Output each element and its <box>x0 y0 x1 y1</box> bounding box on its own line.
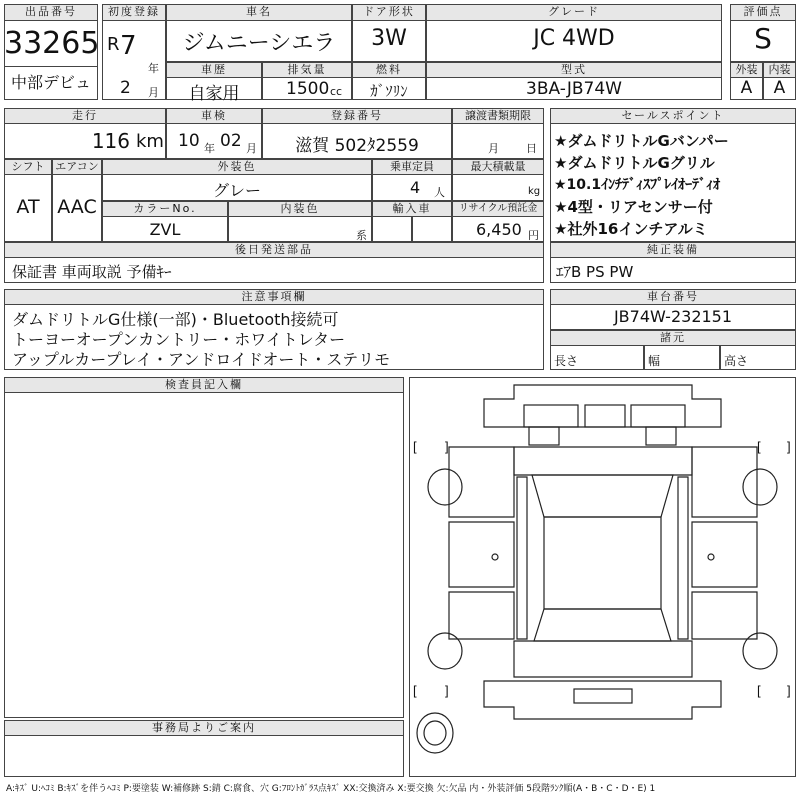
sales-point-3: ★10.1ｲﾝﾁﾃﾞｨｽﾌﾟﾚｲｵｰﾃﾞｨｵ <box>554 177 721 193</box>
exterior-grade: A <box>740 78 753 98</box>
bracket-rr-open: [ <box>757 683 761 698</box>
recycle-label: リサイクル預託金 <box>452 201 544 217</box>
color-number: ZVL <box>149 220 181 239</box>
fender-left-front <box>449 447 514 517</box>
inspection-month-unit: 月 <box>246 142 257 155</box>
rear-window <box>534 609 671 641</box>
shift: AT <box>16 196 40 218</box>
grille-right <box>631 405 685 427</box>
grade-label: グレード <box>426 4 722 21</box>
note-line-3: アップルカープレイ・アンドロイドオート・ステリモ <box>12 350 391 369</box>
car-name: ジムニーシエラ <box>182 31 336 56</box>
registration-month-unit: 月 <box>148 86 159 99</box>
transfer-month-unit: 月 <box>488 142 499 155</box>
wheel-rear-left <box>428 633 462 669</box>
displacement-unit: cc <box>330 85 343 98</box>
note-line-1: ダムドリトルG仕様(一部)・Bluetooth接続可 <box>12 310 339 329</box>
note-line-2: トーヨーオープンカントリー・ホワイトレター <box>12 330 346 349</box>
mileage: 116 <box>91 129 130 153</box>
rocker-right <box>678 477 688 639</box>
fender-right-front <box>692 447 757 517</box>
bracket-fr-close: ] <box>787 439 791 454</box>
grille-left <box>524 405 578 427</box>
history: 自家用 <box>188 84 240 104</box>
registration-month: 2 <box>120 78 131 98</box>
import-label: 輸入車 <box>372 201 452 217</box>
recycle-fee: 6,450 <box>476 220 522 239</box>
bracket-fl-open: [ <box>413 439 417 454</box>
capacity-unit: 人 <box>434 186 445 199</box>
fender-left-rear <box>449 592 514 639</box>
import-box <box>372 216 412 242</box>
inspection-month: 02 <box>220 131 242 151</box>
displacement: 1500 <box>286 79 330 99</box>
sales-point-5: ★社外16インチアルミ <box>554 220 708 238</box>
mirror-left <box>492 554 498 560</box>
mirror-right <box>708 554 714 560</box>
chassis-number-label: 車台番号 <box>550 289 796 305</box>
inspector-notes-box <box>4 392 404 718</box>
transfer-deadline-label: 譲渡書類期限 <box>452 108 544 124</box>
registration-number: 滋賀 502ﾀ2559 <box>295 136 419 156</box>
grille-mid <box>585 405 625 427</box>
height-label: 高さ <box>724 354 749 368</box>
first-registration-label: 初度登録 <box>102 4 166 21</box>
registration-number-label: 登録番号 <box>262 108 452 124</box>
door-right <box>692 522 757 587</box>
score-label: 評価点 <box>730 4 796 21</box>
capacity-label: 乗車定員 <box>372 159 452 175</box>
fuel-label: 燃料 <box>352 62 426 78</box>
history-label: 車歴 <box>166 62 262 78</box>
exterior-label: 外装 <box>730 62 763 78</box>
score: S <box>754 22 772 55</box>
interior-label: 内装 <box>763 62 796 78</box>
color: グレー <box>212 181 261 200</box>
license-rear <box>574 689 632 703</box>
mileage-label: 走行 <box>4 108 166 124</box>
model-label: 型式 <box>426 62 722 78</box>
office-notice-label: 事務局よりご案内 <box>4 720 404 736</box>
ac: AAC <box>57 196 97 218</box>
rear-panel <box>514 641 692 677</box>
width-label: 幅 <box>648 354 661 368</box>
standard-equipment: ｴｱB PS PW <box>556 263 634 281</box>
bracket-rl-close: ] <box>445 683 449 698</box>
rear-bumper <box>484 681 721 719</box>
lot-number: 33265 <box>4 26 100 61</box>
inspection-year: 10 <box>178 131 200 151</box>
hood <box>514 447 692 475</box>
max-load-unit: kg <box>528 186 541 197</box>
interior-color-label: 内装色 <box>228 201 372 217</box>
displacement-label: 排気量 <box>262 62 352 78</box>
bracket-rl-open: [ <box>413 683 417 698</box>
sales-point-2: ★ダムドリトルGグリル <box>554 154 715 172</box>
fender-right-rear <box>692 592 757 639</box>
legend: A:ｷｽﾞ U:ﾍｺﾐ B:ｷｽﾞを伴うﾍｺﾐ P:要塗装 W:補修跡 S:錆 C:腐食、穴 G:ﾌﾛﾝﾄｶﾞﾗｽ点ｷｽﾞ XX:交換済み X:要交換 欠:欠品 内・外装評価 5段階ﾗﾝｸ順(A・B・C・D・E) 1 <box>6 784 656 794</box>
era-text: R <box>107 34 120 55</box>
color-label: 外装色 <box>102 159 372 175</box>
wheel-front-left <box>428 469 462 505</box>
transfer-day-unit: 日 <box>526 142 537 155</box>
mileage-unit: km <box>136 131 164 152</box>
roof <box>544 517 661 609</box>
door-label: ドア形状 <box>352 4 426 21</box>
office-notice-box <box>4 735 404 777</box>
door-type: 3W <box>371 26 407 51</box>
grade: JC 4WD <box>533 26 615 51</box>
interior-color-unit: 系 <box>356 229 367 242</box>
lot-number-label: 出品番号 <box>4 4 98 21</box>
wheel-rear-right <box>743 633 777 669</box>
import-box-2 <box>412 216 452 242</box>
door-left <box>449 522 514 587</box>
standard-equipment-label: 純正装備 <box>550 242 796 258</box>
inspection-year-unit: 年 <box>204 142 215 155</box>
bracket-fl-close: ] <box>445 439 449 454</box>
interior-color-box <box>228 216 372 242</box>
notes-label: 注意事項欄 <box>4 289 544 305</box>
max-load-label: 最大積載量 <box>452 159 544 175</box>
bracket-fr-open: [ <box>757 439 761 454</box>
capacity: 4 <box>410 178 421 197</box>
headlight-left <box>529 427 559 445</box>
vehicle-diagram <box>409 377 796 777</box>
sales-point-4: ★4型・リアセンサー付 <box>554 198 713 216</box>
model: 3BA-JB74W <box>526 79 622 99</box>
ac-label: エアコン <box>52 159 102 175</box>
sales-point-1: ★ダムドリトルGバンパー <box>554 132 729 150</box>
wheel-front-right <box>743 469 777 505</box>
spare-tire-inner <box>424 721 446 745</box>
windshield <box>532 475 673 517</box>
bracket-rr-close: ] <box>787 683 791 698</box>
fuel: ｶﾞｿﾘﾝ <box>370 82 408 100</box>
color-number-label: カラーNo. <box>102 201 228 217</box>
chassis-number: JB74W-232151 <box>613 307 733 326</box>
registration-year-unit: 年 <box>148 62 159 75</box>
length-label: 長さ <box>554 354 579 368</box>
headlight-right <box>646 427 676 445</box>
interior-grade: A <box>773 78 786 98</box>
sales-points-label: セールスポイント <box>550 108 796 124</box>
inspection-label: 車検 <box>166 108 262 124</box>
inspector-notes-label: 検査員記入欄 <box>4 377 404 393</box>
car-name-label: 車名 <box>166 4 352 21</box>
debut-label: 中部デビュ <box>10 73 91 92</box>
specs-label: 諸元 <box>550 330 796 346</box>
later-parts: 保証書 車両取説 予備ｷｰ <box>12 263 172 281</box>
later-parts-label: 後日発送部品 <box>4 242 544 258</box>
registration-year: 7 <box>120 31 137 61</box>
rocker-left <box>517 477 527 639</box>
spare-tire <box>417 713 453 753</box>
shift-label: シフト <box>4 159 52 175</box>
recycle-fee-unit: 円 <box>528 229 539 242</box>
